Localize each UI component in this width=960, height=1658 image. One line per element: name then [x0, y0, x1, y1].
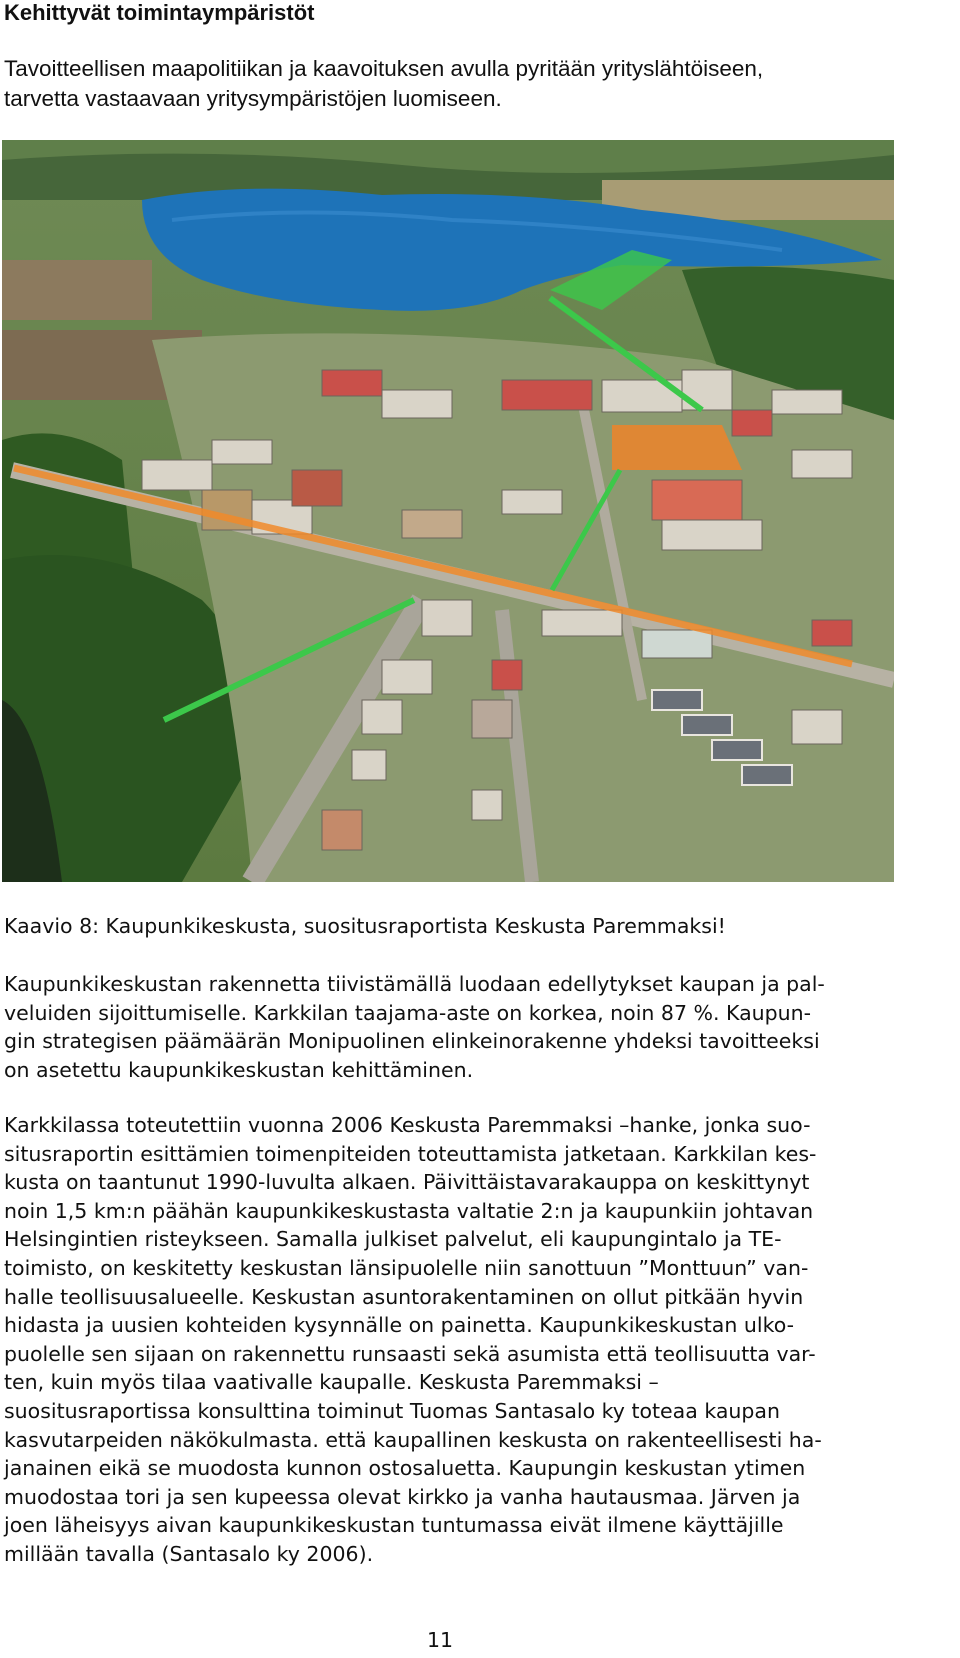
paragraph-line: kasvutarpeiden näkökulmasta. että kaupallinen keskusta on rakenteellisesti ha- — [4, 1427, 822, 1452]
intro-paragraph — [4, 54, 944, 114]
paragraph-line: ten, kuin myös tilaa vaativalle kaupalle. Keskusta Paremmaksi – — [4, 1370, 659, 1395]
paragraph-line: Kaupunkikeskustan rakennetta tiivistämällä luodaan edellytykset kaupan ja pal- — [4, 972, 825, 996]
page-number: 11 — [426, 1628, 454, 1652]
paragraph-line: janainen eikä se muodosta kunnon ostosaluetta. Kaupungin keskustan ytimen — [4, 1456, 806, 1481]
paragraph-line: joen läheisyys aivan kaupunkikeskustan tuntumassa eivät ilmene käyttäjille — [4, 1513, 784, 1538]
paragraph-line: millään tavalla (Santasalo ky 2006). — [4, 1541, 374, 1566]
paragraph-line: Helsingintien risteykseen. Samalla julkiset palvelut, eli kaupungintalo ja TE- — [4, 1227, 782, 1252]
paragraph-line: hidasta ja uusien kohteiden kysynnälle on painetta. Kaupunkikeskustan ulko- — [4, 1313, 795, 1338]
paragraph-2 — [4, 1111, 822, 1569]
paragraph-line: situsraportin esittämien toimenpiteiden toteuttamista jatketaan. Karkkilan kes- — [4, 1141, 817, 1166]
paragraph-line: halle teollisuusalueelle. Keskustan asuntorakentaminen on ollut pitkään hyvin — [4, 1284, 804, 1309]
paragraph-line: Karkkilassa toteutettiin vuonna 2006 Keskusta Paremmaksi –hanke, jonka suo- — [4, 1113, 811, 1137]
paragraph-line: kusta on taantunut 1990-luvulta alkaen. Päivittäistavarakauppa on keskittynyt — [4, 1170, 810, 1195]
paragraph-1 — [4, 970, 825, 1084]
paragraph-line: toimisto, on keskitetty keskustan länsipuolelle niin sanottuun ”Monttuun” van- — [4, 1255, 809, 1280]
paragraph-line: suositusraportissa konsulttina toiminut Tuomas Santasalo ky toteaa kaupan — [4, 1398, 780, 1423]
paragraph-line: veluiden sijoittumiselle. Karkkilan taajama-aste on korkea, noin 87 %. Kaupun- — [4, 1000, 812, 1025]
paragraph-line: gin strategisen päämäärän Monipuolinen elinkeinorakenne yhdeksi tavoitteeksi — [4, 1029, 820, 1054]
aerial-photo — [2, 140, 894, 882]
aerial-photo-illustration — [2, 140, 894, 882]
paragraph-line: on asetettu kaupunkikeskustan kehittäminen. — [4, 1057, 474, 1082]
orange-area — [612, 425, 742, 470]
intro-line: tarvetta vastaavaan yritysympäristöjen luomiseen. — [4, 86, 502, 111]
intro-line: Tavoitteellisen maapolitiikan ja kaavoituksen avulla pyritään yrityslähtöiseen, — [4, 56, 764, 81]
paragraph-line: puolelle sen sijaan on rakennettu runsaasti sekä asumista että teollisuutta var- — [4, 1341, 816, 1366]
page-heading: Kehittyvät toimintaympäristöt — [4, 0, 315, 25]
figure-caption: Kaavio 8: Kaupunkikeskusta, suositusraportista Keskusta Paremmaksi! — [4, 914, 726, 938]
paragraph-line: muodostaa tori ja sen kupeessa olevat kirkko ja vanha hautausmaa. Järven ja — [4, 1484, 801, 1509]
paragraph-line: noin 1,5 km:n päähän kaupunkikeskustasta valtatie 2:n ja kaupunkiin johtavan — [4, 1198, 814, 1223]
